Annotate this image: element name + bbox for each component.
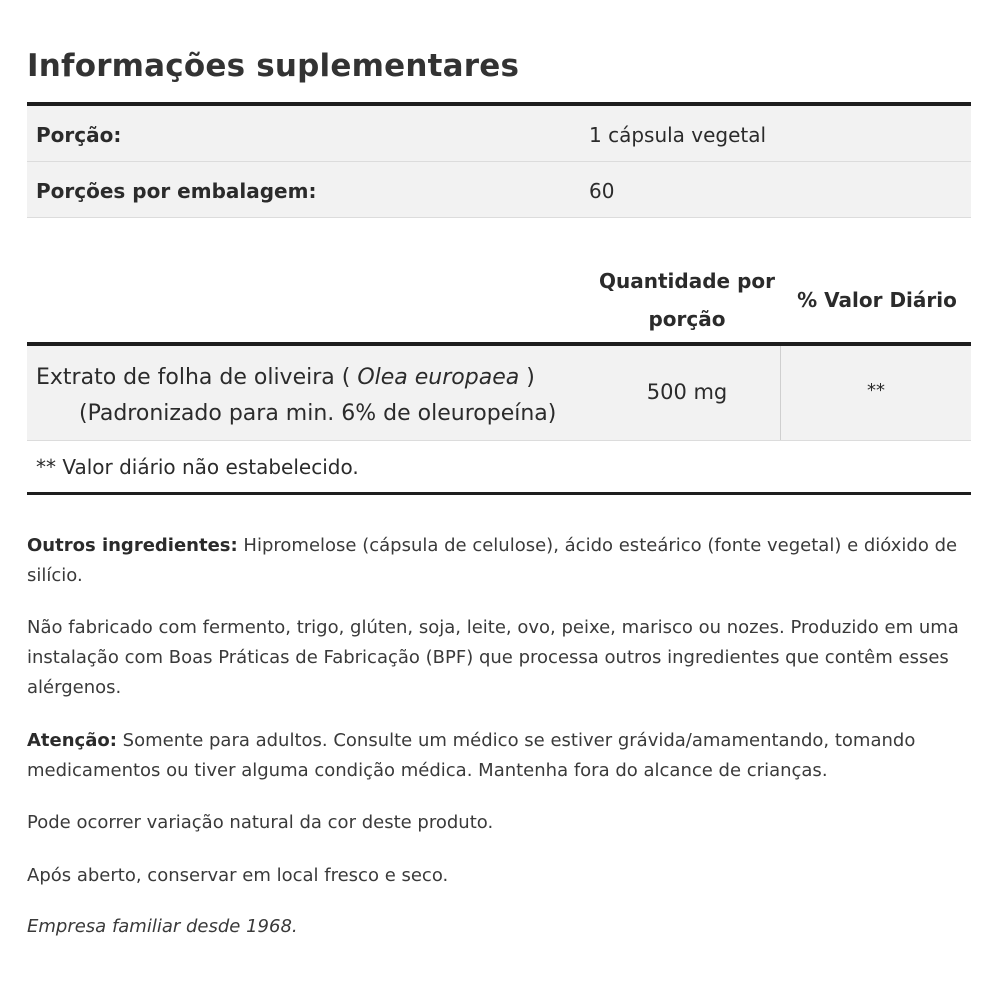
page-title: Informações suplementares: [27, 48, 520, 84]
other-ingredients-paragraph: [27, 531, 962, 591]
ingredient-name-suffix: ): [519, 365, 535, 390]
servings-per-container-value: 60: [589, 179, 615, 203]
ingredient-daily-value: **: [867, 380, 885, 401]
ingredient-standardization: (Padronizado para min. 6% de oleuropeína): [79, 401, 557, 426]
storage-note: Após aberto, conservar em local fresco e seco.: [27, 865, 449, 886]
serving-size-value: 1 cápsula vegetal: [589, 123, 767, 147]
ingredient-name-prefix: Extrato de folha de oliveira (: [36, 365, 358, 390]
servings-per-container-row: [27, 162, 971, 218]
amount-header-line2: porção: [648, 307, 726, 331]
warning-paragraph: [27, 726, 962, 786]
ingredient-latin-name: Olea europaea: [357, 365, 520, 390]
serving-size-label: Porção:: [36, 123, 122, 147]
amount-per-serving-header: [592, 262, 782, 338]
ingredient-row: [27, 346, 971, 441]
ingredient-amount: 500 mg: [646, 380, 728, 404]
serving-size-row: [27, 106, 971, 162]
daily-value-footnote: ** Valor diário não estabelecido.: [36, 455, 359, 479]
serving-info-table: [27, 106, 971, 218]
ingredient-name: [36, 360, 556, 432]
bottom-rule: [27, 492, 971, 495]
other-ingredients-text: Hipromelose (cápsula de celulose), ácido esteárico (fonte vegetal) e dióxido de silício.: [27, 535, 958, 586]
amount-header-line1: Quantidade por: [599, 269, 775, 293]
servings-per-container-label: Porções por embalagem:: [36, 179, 317, 203]
warning-label: Atenção:: [27, 730, 117, 751]
company-note: Empresa familiar desde 1968.: [27, 916, 298, 937]
warning-text: Somente para adultos. Consulte um médico se estiver grávida/amamentando, tomando medicamentos ou tiver alguma condição médica. Mantenha fora do alcance de crianças.: [27, 730, 916, 781]
allergen-paragraph: Não fabricado com fermento, trigo, glúten, soja, leite, ovo, peixe, marisco ou nozes. Produzido em uma instalação com Boas Práticas de Fabricação (BPF) que processa outros ingredientes que contêm esses alérgenos.: [27, 617, 959, 698]
daily-value-header: % Valor Diário: [797, 288, 957, 312]
other-ingredients-label: Outros ingredientes:: [27, 535, 238, 556]
color-variation-note: Pode ocorrer variação natural da cor deste produto.: [27, 812, 494, 833]
